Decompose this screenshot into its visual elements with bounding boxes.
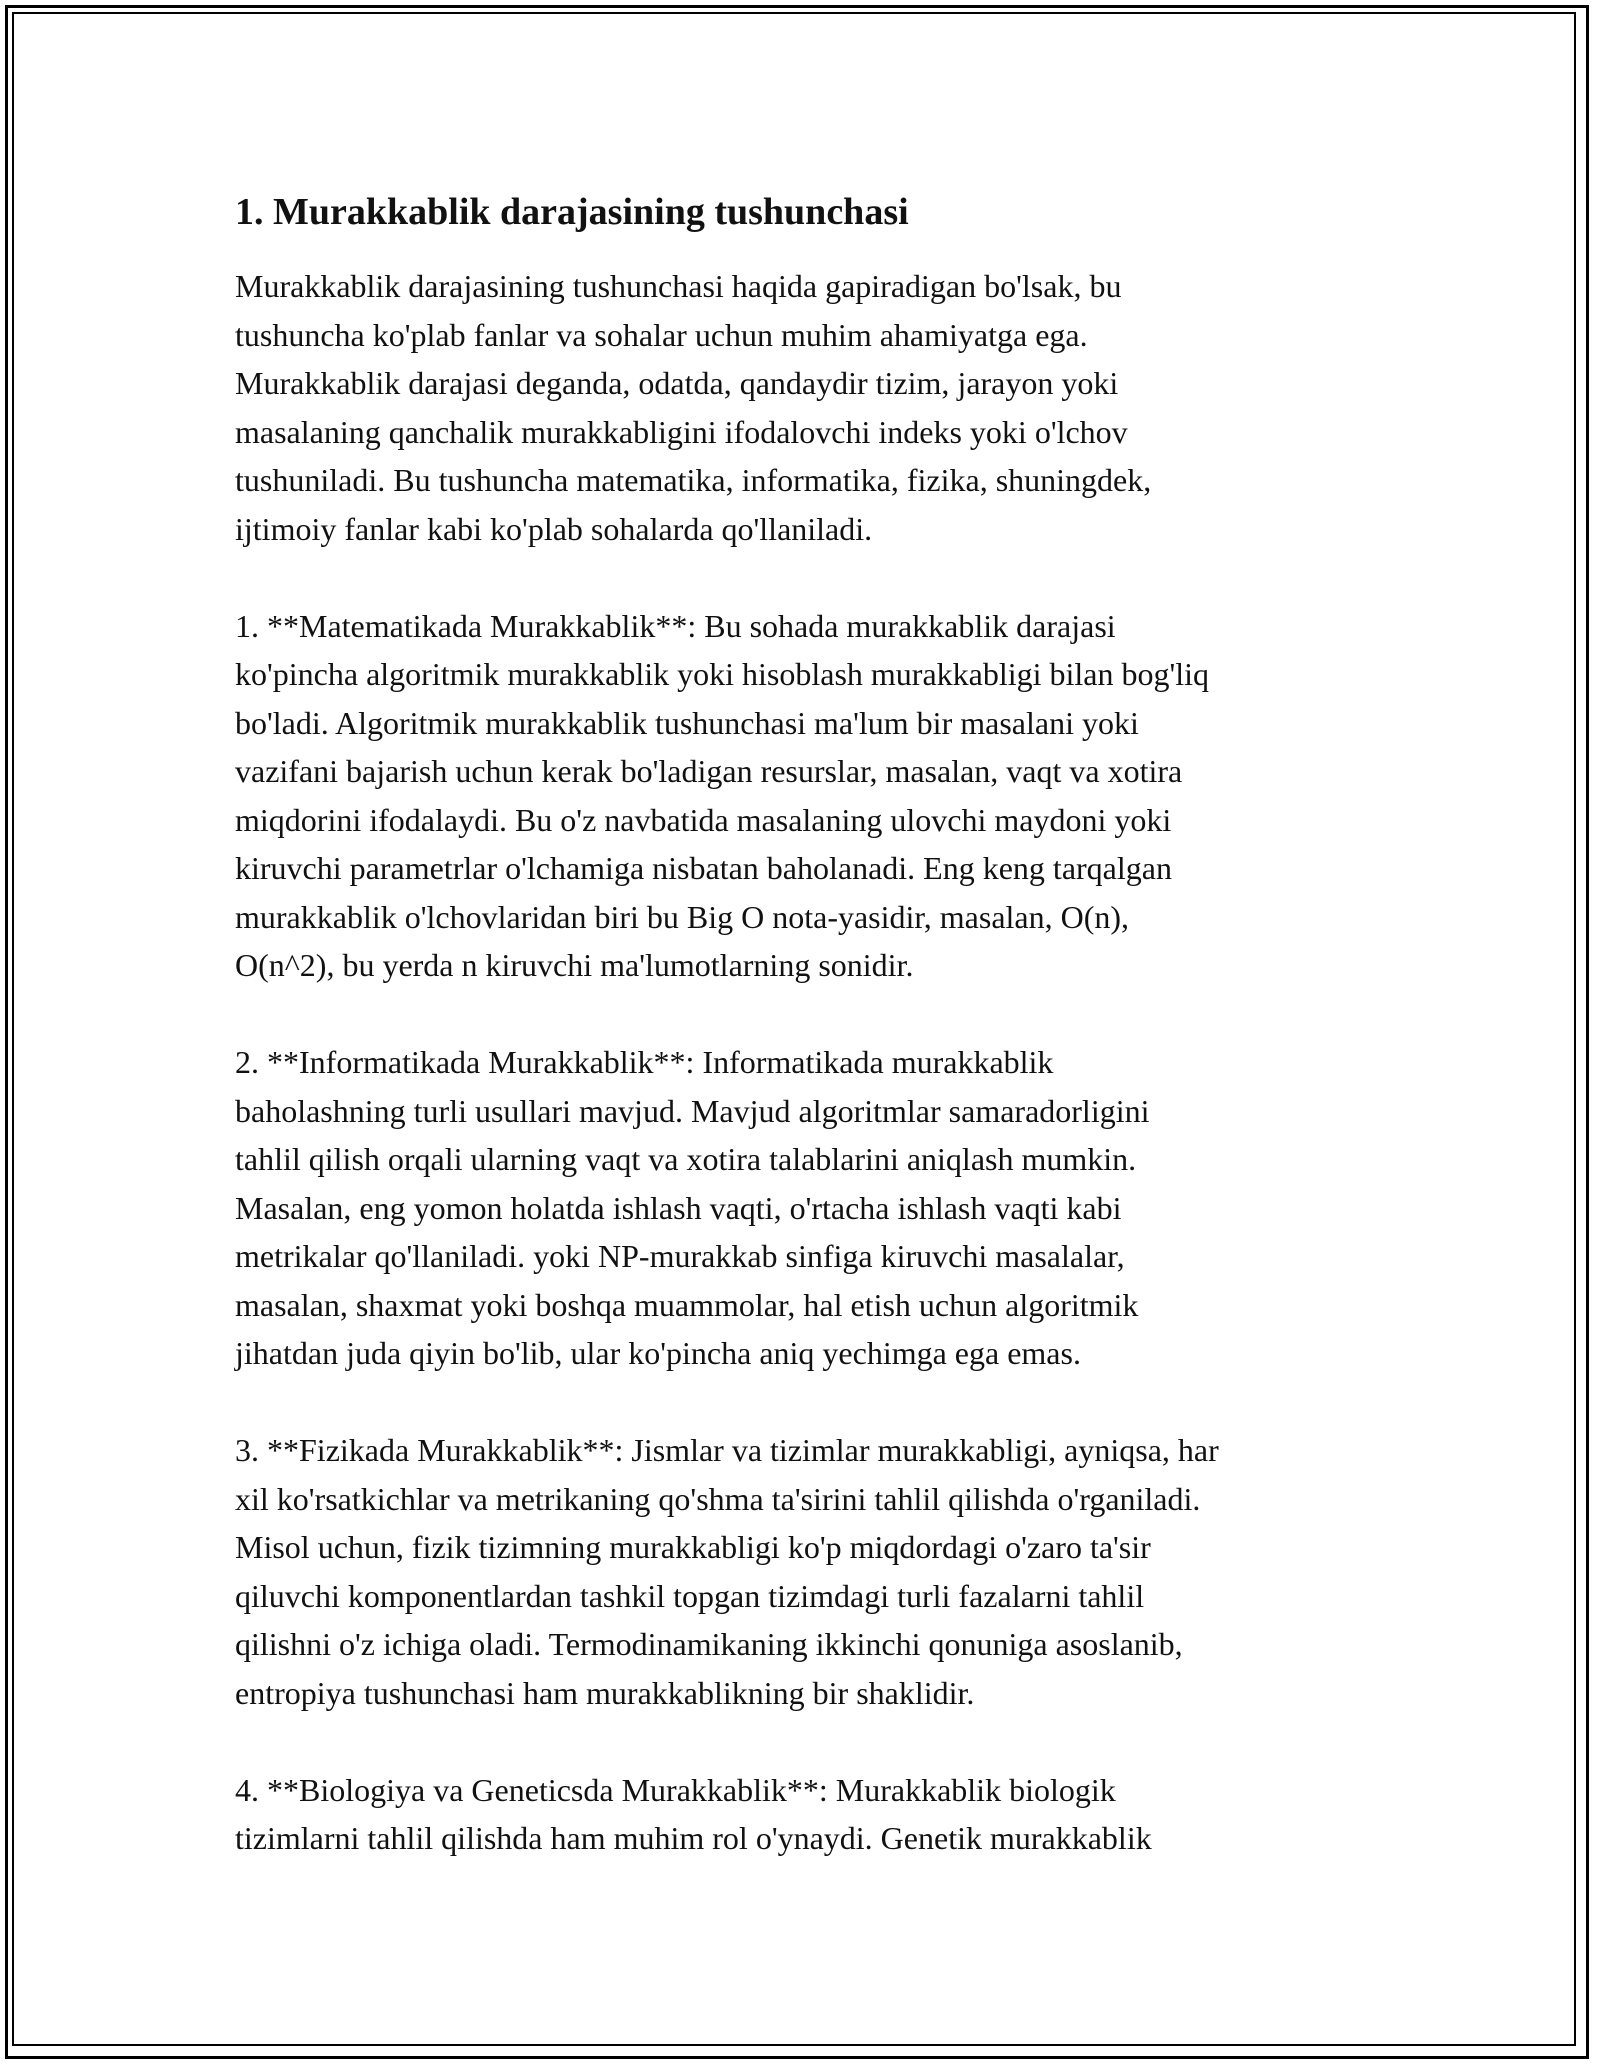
text-line: masalan, shaxmat yoki boshqa muammolar, hal etish uchun algoritmik <box>235 1286 1139 1323</box>
text-line: masalaning qanchalik murakkabligini ifodalovchi indeks yoki o'lchov <box>235 413 1128 450</box>
text-line: 3. **Fizikada Murakkablik**: Jismlar va tizimlar murakkabligi, ayniqsa, har <box>235 1432 1219 1468</box>
paragraph-physics <box>235 1426 1385 1717</box>
text-line: O(n^2), bu yerda n kiruvchi ma'lumotlarning sonidir. <box>235 947 914 983</box>
text-line: xil ko'rsatkichlar va metrikaning qo'shma ta'sirini tahlil qilishda o'rganiladi. <box>235 1480 1201 1517</box>
text-line: Misol uchun, fizik tizimning murakkabligi ko'p miqdordagi o'zaro ta'sir <box>235 1529 1151 1565</box>
text-line: Murakkablik darajasining tushunchasi haqida gapiradigan bo'lsak, bu <box>235 268 1122 304</box>
text-line: 4. **Biologiya va Geneticsda Murakkablik**: Murakkablik biologik <box>235 1771 1116 1808</box>
text-line: Masalan, eng yomon holatda ishlash vaqti, o'rtacha ishlash vaqti kabi <box>235 1189 1122 1226</box>
paragraph-informatics <box>235 1038 1385 1378</box>
text-line: tushuniladi. Bu tushuncha matematika, informatika, fizika, shuningdek, <box>235 462 1152 498</box>
paragraph-biology <box>235 1766 1385 1863</box>
text-line: miqdorini ifodalaydi. Bu o'z navbatida masalaning ulovchi maydoni yoki <box>235 801 1172 838</box>
text-line: tushuncha ko'plab fanlar va sohalar uchun muhim ahamiyatga ega. <box>235 316 1088 353</box>
document-title: 1. Murakkablik darajasining tushunchasi <box>235 191 909 233</box>
text-line: kiruvchi parametrlar o'lchamiga nisbatan baholanadi. Eng keng tarqalgan <box>235 850 1172 886</box>
text-line: ko'pincha algoritmik murakkablik yoki hisoblash murakkabligi bilan bog'liq <box>235 656 1210 692</box>
text-line: ijtimoiy fanlar kabi ko'plab sohalarda qo'llaniladi. <box>235 510 873 547</box>
text-line: murakkablik o'lchovlaridan biri bu Big O nota-yasidir, masalan, O(n), <box>235 898 1130 935</box>
text-line: tizimlarni tahlil qilishda ham muhim rol o'ynaydi. Genetik murakkablik <box>235 1820 1152 1856</box>
text-line: entropiya tushunchasi ham murakkablikning bir shaklidir. <box>235 1674 975 1711</box>
paragraph-intro <box>235 262 1385 553</box>
text-line: Murakkablik darajasi deganda, odatda, qandaydir tizim, jarayon yoki <box>235 365 1119 401</box>
text-line: 1. **Matematikada Murakkablik**: Bu sohada murakkablik darajasi <box>235 607 1116 644</box>
text-line: baholashning turli usullari mavjud. Mavjud algoritmlar samaradorligini <box>235 1092 1150 1129</box>
text-line: metrikalar qo'llaniladi. yoki NP-murakkab sinfiga kiruvchi masalalar, <box>235 1238 1125 1274</box>
text-line: qiluvchi komponentlardan tashkil topgan tizimdagi turli fazalarni tahlil <box>235 1577 1145 1614</box>
text-line: jihatdan juda qiyin bo'lib, ular ko'pincha aniq yechimga ega emas. <box>235 1335 1081 1371</box>
document-body <box>235 188 1385 1911</box>
text-line: bo'ladi. Algoritmik murakkablik tushunchasi ma'lum bir masalani yoki <box>235 704 1139 741</box>
text-line: qilishni o'z ichiga oladi. Termodinamikaning ikkinchi qonuniga asoslanib, <box>235 1626 1183 1662</box>
text-line: tahlil qilish orqali ularning vaqt va xotira talablarini aniqlash mumkin. <box>235 1141 1137 1177</box>
text-line: 2. **Informatikada Murakkablik**: Informatikada murakkablik <box>235 1044 1054 1080</box>
text-line: vazifani bajarish uchun kerak bo'ladigan resurslar, masalan, vaqt va xotira <box>235 753 1183 789</box>
paragraph-mathematics <box>235 602 1385 990</box>
